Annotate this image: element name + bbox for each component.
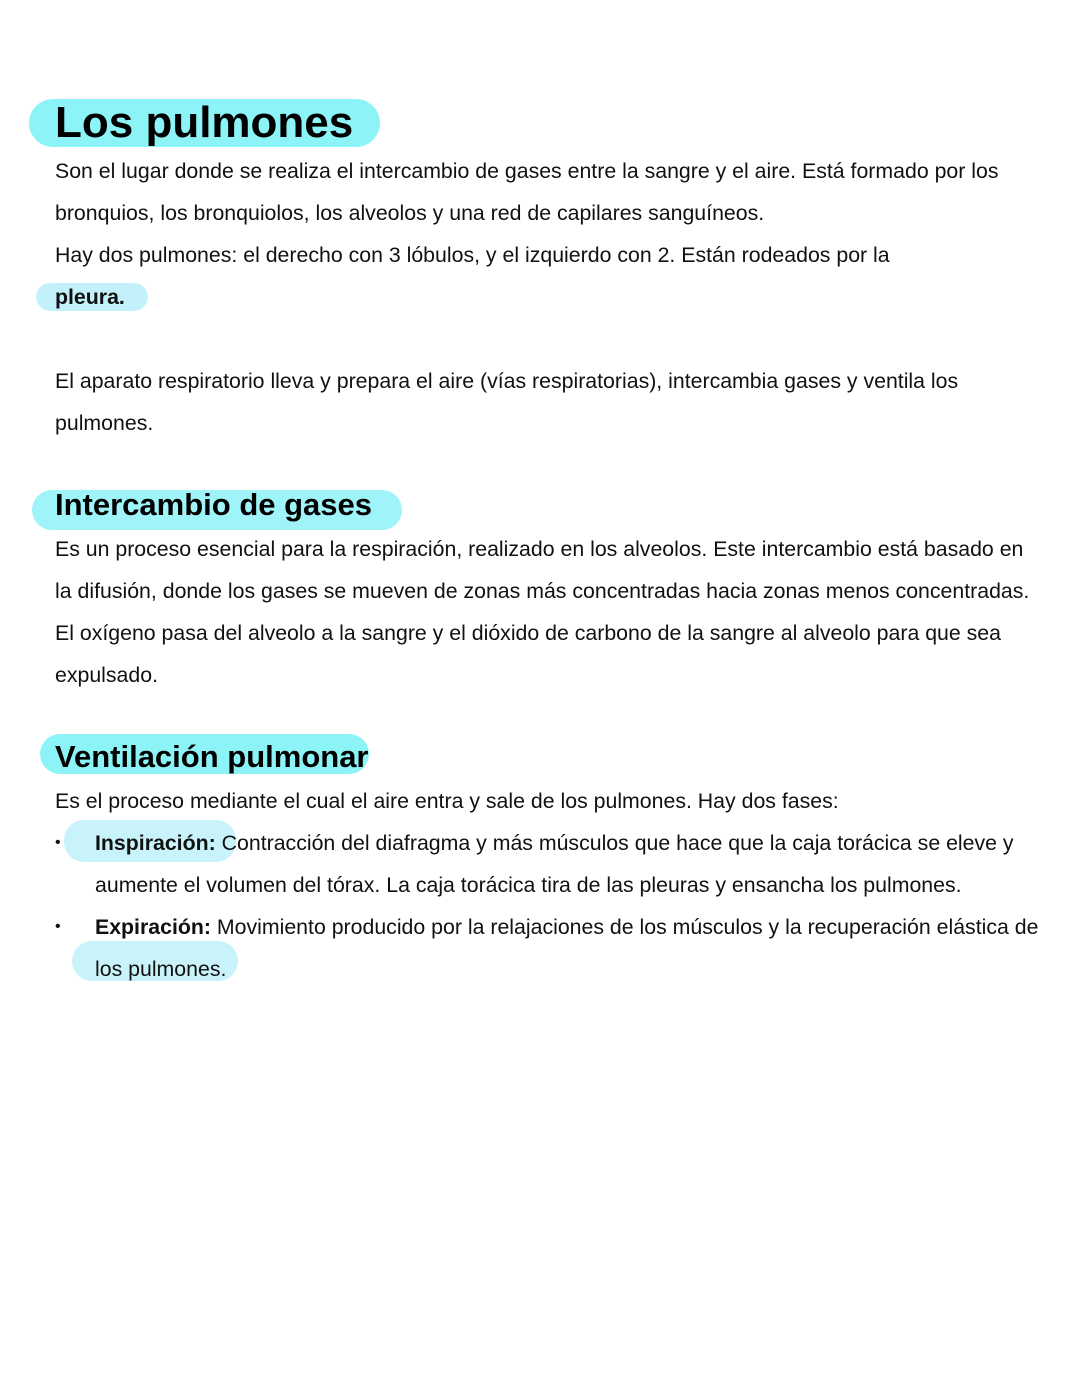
pulmones-body [55, 150, 1045, 318]
pulmones-paragraph-1: Son el lugar donde se realiza el intercambio de gases entre la sangre y el aire. Está formado por los bronquios, los bronquiolos, los alveolos y una red de capilares sanguíneos. [55, 159, 999, 225]
expiracion-text: Movimiento producido por la relajaciones de los músculos y la recuperación elástica de los pulmones. [95, 915, 1039, 981]
ventilacion-intro [55, 780, 1045, 822]
inspiracion-term: Inspiración: [95, 831, 216, 855]
bullet-icon: • [55, 918, 61, 935]
page-title: Los pulmones [55, 98, 354, 147]
intercambio-body [55, 528, 1045, 696]
bullet-icon: • [55, 834, 61, 851]
intercambio-heading: Intercambio de gases [55, 487, 373, 522]
list-item [55, 906, 1045, 990]
expiracion-term: Expiración: [95, 915, 211, 939]
ventilacion-intro-paragraph: Es el proceso mediante el cual el aire entra y sale de los pulmones. Hay dos fases: [55, 789, 839, 813]
inspiracion-text: Contracción del diafragma y más músculos que hace que la caja torácica se eleve y aumente el volumen del tórax. La caja torácica tira de las pleuras y ensancha los pulmones. [95, 831, 1014, 897]
ventilacion-heading: Ventilación pulmonar [55, 739, 369, 774]
intercambio-paragraph: Es un proceso esencial para la respiración, realizado en los alveolos. Este intercambio está basado en la difusión, donde los gases se mueven de zonas más concentradas hacia zonas menos concentradas. El oxígeno pasa del alveolo a la sangre y el dióxido de carbono de la sangre al alveolo para que sea expulsado. [55, 537, 1030, 687]
pulmones-lobulos-text: Hay dos pulmones: el derecho con 3 lóbulos, y el izquierdo con 2. Están rodeados por la [55, 243, 890, 267]
aparato-respiratorio-paragraph: El aparato respiratorio lleva y prepara el aire (vías respiratorias), intercambia gases y ventila los pulmones. [55, 369, 959, 435]
pulmones-paragraph-2 [55, 234, 1045, 318]
pleura-term: pleura. [55, 285, 125, 309]
aparato-respiratorio-body [55, 360, 1045, 444]
fases-list [55, 822, 1045, 990]
list-item [55, 822, 1045, 906]
